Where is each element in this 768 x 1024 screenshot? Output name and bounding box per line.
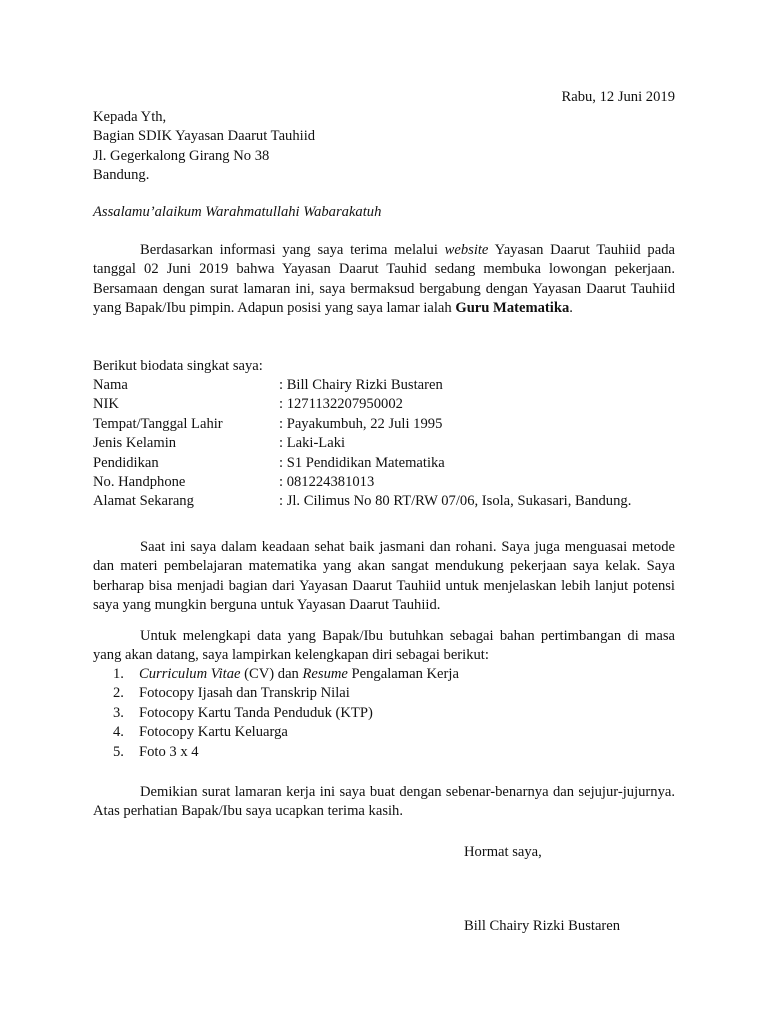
bio-row — [93, 454, 693, 473]
list-number: 3. — [113, 704, 124, 721]
text-run: Pengalaman Kerja — [347, 666, 459, 682]
attachment-list — [113, 665, 673, 762]
list-text — [139, 665, 459, 684]
list-item — [113, 665, 673, 684]
paragraph-intro — [93, 241, 675, 319]
text-run: . — [569, 300, 573, 317]
list-item — [113, 684, 673, 703]
letter-date: Rabu, 12 Juni 2019 — [561, 89, 675, 105]
signer-name: Bill Chairy Rizki Bustaren — [464, 918, 621, 934]
salutation: Assalamu’alaikum Warahmatullahi Wabarakatuh — [93, 204, 382, 220]
bio-row — [93, 492, 693, 511]
bio-row — [93, 376, 693, 395]
position-applied: Guru Matematika — [455, 300, 570, 317]
bio-value: : 081224381013 — [279, 473, 375, 490]
bio-row — [93, 415, 693, 434]
list-text: Fotocopy Ijasah dan Transkrip Nilai — [139, 685, 350, 702]
list-number: 4. — [113, 724, 124, 741]
bio-label: NIK — [93, 396, 119, 413]
closing-greeting: Hormat saya, — [464, 844, 542, 860]
list-text: Fotocopy Kartu Tanda Penduduk (KTP) — [139, 704, 373, 721]
bio-label: Nama — [93, 377, 128, 393]
text-run: Yayasan Daarut Tauhiid pada tanggal 02 Juni 2019 bahwa Yayasan Daarut Tauhid sedang membuka lowongan pekerjaan. Bersamaan dengan surat lamaran ini, saya bermaksud bergabung dengan Yayasan Daarut Tauhiid yang Bapak/Ibu pimpin. Adapun posisi yang saya lamar ialah — [93, 242, 675, 317]
list-item — [113, 743, 673, 762]
bio-value: : S1 Pendidikan Matematika — [279, 454, 445, 471]
paragraph-closing: Demikian surat lamaran kerja ini saya buat dengan sebenar-benarnya dan sejujur-jujurnya. Atas perhatian Bapak/Ibu saya ucapkan terima kasih. — [93, 784, 675, 820]
recipient-line: Bandung. — [93, 167, 150, 184]
list-text: Fotocopy Kartu Keluarga — [139, 724, 288, 741]
text-run: Berdasarkan informasi yang saya terima melalui — [140, 242, 445, 258]
text-run-italic: website — [444, 242, 489, 258]
bio-value: : Jl. Cilimus No 80 RT/RW 07/06, Isola, Sukasari, Bandung. — [279, 493, 632, 510]
bio-row — [93, 473, 693, 492]
bio-label: Pendidikan — [93, 454, 159, 471]
list-item — [113, 704, 673, 723]
recipient-block — [93, 108, 315, 186]
list-number: 5. — [113, 743, 124, 760]
recipient-line: Jl. Gegerkalong Girang No 38 — [93, 147, 270, 164]
bio-value: : Laki-Laki — [279, 435, 346, 452]
bio-value: : Bill Chairy Rizki Bustaren — [279, 377, 443, 393]
text-run: (CV) dan — [240, 666, 303, 682]
list-text: Foto 3 x 4 — [139, 743, 199, 760]
list-number: 2. — [113, 685, 124, 702]
paragraph-condition: Saat ini saya dalam keadaan sehat baik jasmani dan rohani. Saya juga menguasai metode dan materi pembelajaran matematika yang akan sangat mendukung pekerjaan saya kelak. Saya berharap bisa menjadi bagian dari Yayasan Daarut Tauhiid untuk menjelaskan lebih lanjut potensi saya yang mungkin berguna untuk Yayasan Daarut Tauhiid. — [93, 539, 675, 614]
bio-table — [93, 376, 693, 512]
bio-value: : Payakumbuh, 22 Juli 1995 — [279, 415, 443, 432]
text-run-italic: Resume — [302, 666, 348, 682]
bio-intro: Berikut biodata singkat saya: — [93, 358, 263, 374]
bio-label: Jenis Kelamin — [93, 435, 177, 452]
recipient-line: Bagian SDIK Yayasan Daarut Tauhiid — [93, 128, 316, 145]
list-item — [113, 723, 673, 742]
bio-label: No. Handphone — [93, 473, 186, 490]
recipient-line: Kepada Yth, — [93, 109, 167, 125]
paragraph-attachments-intro: Untuk melengkapi data yang Bapak/Ibu butuhkan sebagai bahan pertimbangan di masa yang akan datang, saya lampirkan kelengkapan diri sebagai berikut: — [93, 628, 675, 664]
bio-label: Tempat/Tanggal Lahir — [93, 415, 223, 432]
bio-row — [93, 434, 693, 453]
bio-label: Alamat Sekarang — [93, 493, 194, 510]
bio-value: : 1271132207950002 — [279, 396, 403, 413]
bio-row — [93, 395, 693, 414]
list-number: 1. — [113, 666, 124, 682]
text-run-italic: Curriculum Vitae — [139, 666, 241, 682]
